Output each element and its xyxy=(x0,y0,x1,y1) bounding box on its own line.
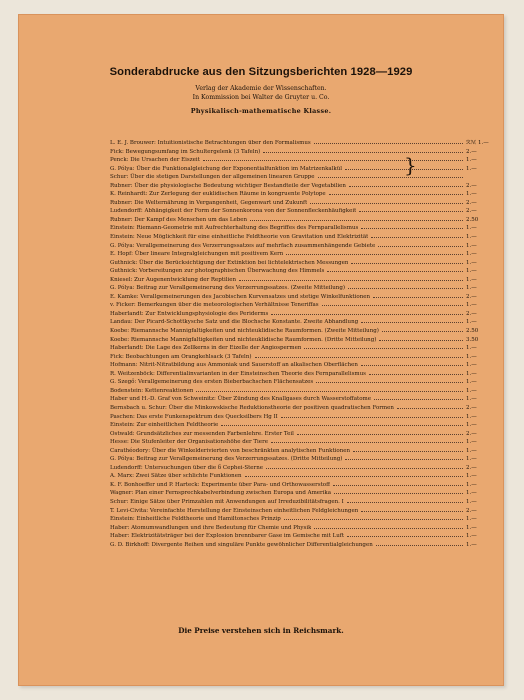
entry-text: Einstein: Zur einheitlichen Feldtheorie xyxy=(110,422,219,429)
dot-leader xyxy=(371,237,463,238)
entry-price: 1.— xyxy=(466,541,477,548)
list-item xyxy=(110,216,494,225)
list-item xyxy=(110,327,494,336)
dot-leader xyxy=(347,536,463,537)
list-item xyxy=(110,430,494,439)
list-item xyxy=(110,472,494,481)
dot-leader xyxy=(351,263,463,264)
list-item xyxy=(110,378,494,387)
list-item xyxy=(110,156,494,165)
dot-leader xyxy=(378,246,463,247)
list-item xyxy=(110,455,494,464)
entry-price: 2.— xyxy=(466,293,477,300)
dot-leader xyxy=(271,314,463,315)
class-heading: Physikalisch-mathematische Klasse. xyxy=(190,107,332,116)
entry-text: G. Pólya: Beitrag zur Verallgemeinerung des Verzerrungssatzes. (Dritte Mitteilung) xyxy=(110,456,343,463)
dot-leader xyxy=(255,357,463,358)
entry-text: Schur: Über die stetigen Darstellungen der allgemeinen linearen Gruppe xyxy=(110,174,315,181)
entry-price: 1.— xyxy=(466,524,477,531)
list-item xyxy=(110,139,494,148)
dot-leader xyxy=(327,271,463,272)
entry-price: 1.— xyxy=(466,157,477,164)
entry-text: Wagner: Plan einer Fernsprechkabelverbindung zwischen Europa und Amerika xyxy=(110,490,332,497)
entry-price: 1.— xyxy=(466,259,477,266)
list-item xyxy=(110,267,494,276)
list-item xyxy=(110,310,494,319)
dot-leader xyxy=(333,485,463,486)
list-item xyxy=(110,165,494,174)
entry-price: 2.— xyxy=(466,182,477,189)
entry-text: Fick: Bewegungsumfang im Schultergelenk (3 Tafeln) xyxy=(110,148,261,155)
entry-price: 1.— xyxy=(466,319,477,326)
dot-leader xyxy=(348,288,463,289)
dot-leader xyxy=(376,545,463,546)
entry-price: 1.— xyxy=(466,396,477,403)
entry-text: Haberlandt: Zur Entwicklungsphysiologie des Periderms xyxy=(110,310,269,317)
entry-text: Carathéodory: Über die Winkelderivierten von beschränkten analytischen Funktionen xyxy=(110,447,351,454)
entry-text: Haber und H.-D. Graf von Schweinitz: Über Zündung des Knallgases durch Wasserstoffatome xyxy=(110,396,371,403)
entry-price: 1.— xyxy=(466,439,477,446)
dot-leader xyxy=(196,391,463,392)
entry-text: Einstein: Einheitliche Feldtheorie und Hamiltonsches Prinzip xyxy=(110,516,281,523)
price-note: Die Preise verstehen sich in Reichsmark. xyxy=(178,626,344,635)
entry-text: Penck: Die Ursachen der Eiszeit xyxy=(110,157,200,164)
shared-price-brace: } xyxy=(404,153,417,177)
entry-text: Ludendorff: Untersuchungen über die δ Cephei-Sterne xyxy=(110,464,263,471)
entry-price: 1.— xyxy=(466,481,477,488)
dot-leader xyxy=(297,434,463,435)
publisher-line-1: Verlag der Akademie der Wissenschaften. xyxy=(195,85,327,92)
entry-price: 1.— xyxy=(466,379,477,386)
entry-price: 1.— xyxy=(466,165,477,172)
dot-leader xyxy=(203,160,463,161)
entry-text: Koebe: Riemannsche Mannigfaltigkeiten und nichteuklidische Raumformen. (Dritte Mitteilung) xyxy=(110,336,377,343)
entry-price: 1.— xyxy=(466,225,477,232)
list-item xyxy=(110,532,494,541)
dot-leader xyxy=(379,340,463,341)
entry-text: Bodenstein: Kettenreaktionen xyxy=(110,387,194,394)
dot-leader xyxy=(316,382,463,383)
publisher-line-2: In Kommission bei Walter de Gruyter u. Co. xyxy=(192,94,330,102)
entry-text: Hofmann: Nitrit-Nitratbildung aus Ammoniak und Sauerstoff an alkalischen Oberflächen xyxy=(110,362,358,369)
entry-price: 1.— xyxy=(466,234,477,241)
publication-list xyxy=(110,139,494,549)
entry-price: 1.— xyxy=(466,498,477,505)
entry-price: 2.— xyxy=(466,310,477,317)
list-item xyxy=(110,438,494,447)
entry-price: 2.— xyxy=(466,507,477,514)
list-item xyxy=(110,318,494,327)
dot-leader xyxy=(310,203,463,204)
dot-leader xyxy=(314,143,463,144)
entry-price: 1.— xyxy=(466,387,477,394)
list-item xyxy=(110,524,494,533)
document-header xyxy=(18,66,504,115)
entry-text: Ludendorff: Abhängigkeit der Form der Sonnenkorona von der Sonnenfleckenhäufigkeit xyxy=(110,208,357,215)
entry-text: Schur: Einige Sätze über Primzahlen mit Anwendungen auf Irreduzibilitätsfragen. I xyxy=(110,498,344,505)
entry-text: Guthnick: Vorbereitungen zur photographischen Überwachung des Himmels xyxy=(110,268,325,275)
entry-price: 1.— xyxy=(466,447,477,454)
entry-text: G. Pólya: Verallgemeinerung des Verzerrungssatzes auf mehrfach zusammenhängende Gebiete xyxy=(110,242,376,249)
list-item xyxy=(110,336,494,345)
dot-leader xyxy=(382,331,463,332)
publisher-info xyxy=(18,84,504,102)
entry-price: 1.— xyxy=(466,276,477,283)
list-item xyxy=(110,447,494,456)
entry-text: K. F. Bonhoeffer und P. Harteck: Experimente über Para- und Orthowasserstoff xyxy=(110,481,330,488)
entry-price: 2.— xyxy=(466,430,477,437)
entry-text: Kniesel: Zur Augenentwicklung der Reptilien xyxy=(110,276,237,283)
entry-text: Landau: Der Picard-Schottkysche Satz und die Blochsche Konstante. Zweite Abhandlung xyxy=(110,319,359,326)
entry-price: 1.— xyxy=(466,413,477,420)
entry-text: Einstein: Neue Möglichkeit für eine einheitliche Feldtheorie von Gravitation und Elektrizität xyxy=(110,234,369,241)
entry-price: 1.— xyxy=(466,353,477,360)
entry-price: 1.— xyxy=(466,345,477,352)
list-item xyxy=(110,515,494,524)
dot-leader xyxy=(353,451,463,452)
dot-leader xyxy=(374,399,463,400)
list-item xyxy=(110,301,494,310)
entry-price: 1.— xyxy=(466,456,477,463)
list-item xyxy=(110,207,494,216)
list-item xyxy=(110,421,494,430)
entry-price: 2.50 xyxy=(466,328,479,335)
list-item xyxy=(110,404,494,413)
dot-leader xyxy=(314,528,463,529)
entry-text: A. Marx: Zwei Sätze über schlichte Funktionen xyxy=(110,473,242,480)
entry-price: 1.— xyxy=(466,268,477,275)
dot-leader xyxy=(373,297,463,298)
entry-text: Rubner: Über die physiologische Bedeutung wichtiger Bestandteile der Vegetabilien xyxy=(110,182,346,189)
dot-leader xyxy=(284,519,463,520)
list-item xyxy=(110,361,494,370)
dot-leader xyxy=(361,365,463,366)
dot-leader xyxy=(239,280,463,281)
entry-price: 1.— xyxy=(466,302,477,309)
entry-text: E. Hopf: Über lineare Integralgleichungen mit positivem Kern xyxy=(110,251,284,258)
list-item xyxy=(110,182,494,191)
list-item xyxy=(110,224,494,233)
entry-text: v. Ficker: Bemerkungen über die meteorologischen Verhältnisse Teneriffas xyxy=(110,302,319,309)
document-title: Sonderabdrucke aus den Sitzungsberichten 1928—1929 xyxy=(109,66,413,78)
list-item xyxy=(110,276,494,285)
entry-text: T. Levi-Civita: Vereinfachte Herstellung der Einsteinschen einheitlichen Feldgleichungen xyxy=(110,507,359,514)
dot-leader xyxy=(245,476,463,477)
list-item xyxy=(110,370,494,379)
list-item xyxy=(110,541,494,550)
dot-leader xyxy=(361,228,463,229)
entry-price: 1.— xyxy=(466,370,477,377)
entry-price: 2.— xyxy=(466,404,477,411)
dot-leader xyxy=(349,186,463,187)
entry-text: G. D. Birkhoff: Divergente Reihen und singuläre Punkte gewöhnlicher Differentialgleichungen xyxy=(110,541,373,548)
entry-text: Rubner: Der Kampf des Menschen um das Leben xyxy=(110,216,248,223)
entry-text: K. Reinhardt: Zur Zerlegung der euklidischen Räume in kongruente Polytope xyxy=(110,191,326,198)
dot-leader xyxy=(322,305,463,306)
list-item xyxy=(110,489,494,498)
list-item xyxy=(110,413,494,422)
entry-text: Haberlandt: Die Lage des Zellkerns in der Eizelle der Angiospermen xyxy=(110,345,302,352)
dot-leader xyxy=(318,177,463,178)
dot-leader xyxy=(304,348,463,349)
dot-leader xyxy=(281,417,463,418)
list-item xyxy=(110,250,494,259)
list-item xyxy=(110,233,494,242)
entry-text: R. Weitzenböck: Differentialinvarianten in der Einsteinschen Theorie des Fernparallelismus xyxy=(110,370,366,377)
dot-leader xyxy=(397,408,463,409)
dot-leader xyxy=(250,220,463,221)
entry-text: Bernsbach u. Schur: Über die Minkowskische Reduktionstheorie der positiven quadratischen Formen xyxy=(110,404,394,411)
list-item xyxy=(110,284,494,293)
dot-leader xyxy=(334,493,463,494)
entry-text: Fick: Beobachtungen am Orangkehlsack (3 Tafeln) xyxy=(110,353,252,360)
entry-text: G. Pólya: Beitrag zur Verallgemeinerung des Verzerrungssatzes. (Zweite Mitteilung) xyxy=(110,285,345,292)
entry-price: 1.— xyxy=(466,191,477,198)
dot-leader xyxy=(361,511,463,512)
entry-price: 2.— xyxy=(466,464,477,471)
list-item xyxy=(110,464,494,473)
dot-leader xyxy=(263,152,463,153)
price-list-sheet xyxy=(18,14,504,686)
dot-leader xyxy=(345,459,463,460)
entry-price: 1.— xyxy=(466,362,477,369)
list-item xyxy=(110,395,494,404)
entry-text: Einstein: Riemann-Geometrie mit Aufrechterhaltung des Begriffes des Fernparallelismus xyxy=(110,225,359,232)
entry-text: Ostwald: Grundsätzliches zur messenden Farbenlehre. Erster Teil xyxy=(110,430,294,437)
entry-price: 1.— xyxy=(466,285,477,292)
entry-text: L. E. J. Brouwer: Intuitionistische Betrachtungen über den Formalismus xyxy=(110,140,311,146)
entry-text: Paschen: Das erste Funkenspektrum des Quecksilbers Hg II xyxy=(110,413,278,420)
entry-price: 1.— xyxy=(466,533,477,540)
dot-leader xyxy=(329,194,463,195)
entry-price: 2.— xyxy=(466,148,477,155)
entry-text: Koebe: Riemannsche Mannigfaltigkeiten und nichteuklidische Raumformen. (Zweite Mitteilung) xyxy=(110,328,379,335)
dot-leader xyxy=(347,502,463,503)
entry-text: G. Pólya: Über die Funktionalgleichung der Exponentialfunktion im Matrizenkalkül xyxy=(110,165,343,172)
dot-leader xyxy=(359,211,463,212)
entry-text: Rubner: Die Welternährung in Vergangenheit, Gegenwart und Zukunft xyxy=(110,199,308,206)
list-item xyxy=(110,344,494,353)
entry-price: 2.— xyxy=(466,199,477,206)
list-item xyxy=(110,387,494,396)
entry-price: ℛℳ 1.— xyxy=(466,140,489,146)
list-item xyxy=(110,507,494,516)
dot-leader xyxy=(369,374,463,375)
entry-text: Haber: Elektrizitätsträger bei der Explosion brennbarer Gase im Gemische mit Luft xyxy=(110,533,345,540)
list-item xyxy=(110,173,494,182)
entry-text: Haber: Atomumwandlungen und ihre Bedeutung für Chemie und Physik xyxy=(110,524,312,531)
list-item xyxy=(110,190,494,199)
entry-price: 1.— xyxy=(466,490,477,497)
entry-price: 1.— xyxy=(466,242,477,249)
entry-text: G. Szegő: Verallgemeinerung des ersten Bieberbachschen Flächensatzes xyxy=(110,379,314,386)
dot-leader xyxy=(271,442,463,443)
list-item xyxy=(110,498,494,507)
dot-leader xyxy=(286,254,463,255)
list-item xyxy=(110,353,494,362)
list-item xyxy=(110,242,494,251)
entry-text: E. Kamke: Verallgemeinerungen des Jacobischen Kurvensatzes und stetige Winkelfunktionen xyxy=(110,293,371,300)
entry-price: 3.50 xyxy=(466,336,479,343)
list-item xyxy=(110,259,494,268)
list-item xyxy=(110,293,494,302)
entry-price: 2.50 xyxy=(466,216,479,223)
entry-price: 1.— xyxy=(466,251,477,258)
dot-leader xyxy=(361,322,463,323)
list-item xyxy=(110,199,494,208)
entry-price: 1.— xyxy=(466,422,477,429)
entry-price: 1.— xyxy=(466,473,477,480)
entry-text: Hesse: Die Stufenleiter der Organisationshöhe der Tiere xyxy=(110,439,268,446)
dot-leader xyxy=(221,425,463,426)
entry-price: 1.— xyxy=(466,516,477,523)
entry-price: 2.— xyxy=(466,208,477,215)
list-item xyxy=(110,481,494,490)
entry-text: Guthnick: Über die Berücksichtigung der Extinktion bei lichtelektrischen Messungen xyxy=(110,259,349,266)
list-item xyxy=(110,148,494,157)
dot-leader xyxy=(266,468,463,469)
